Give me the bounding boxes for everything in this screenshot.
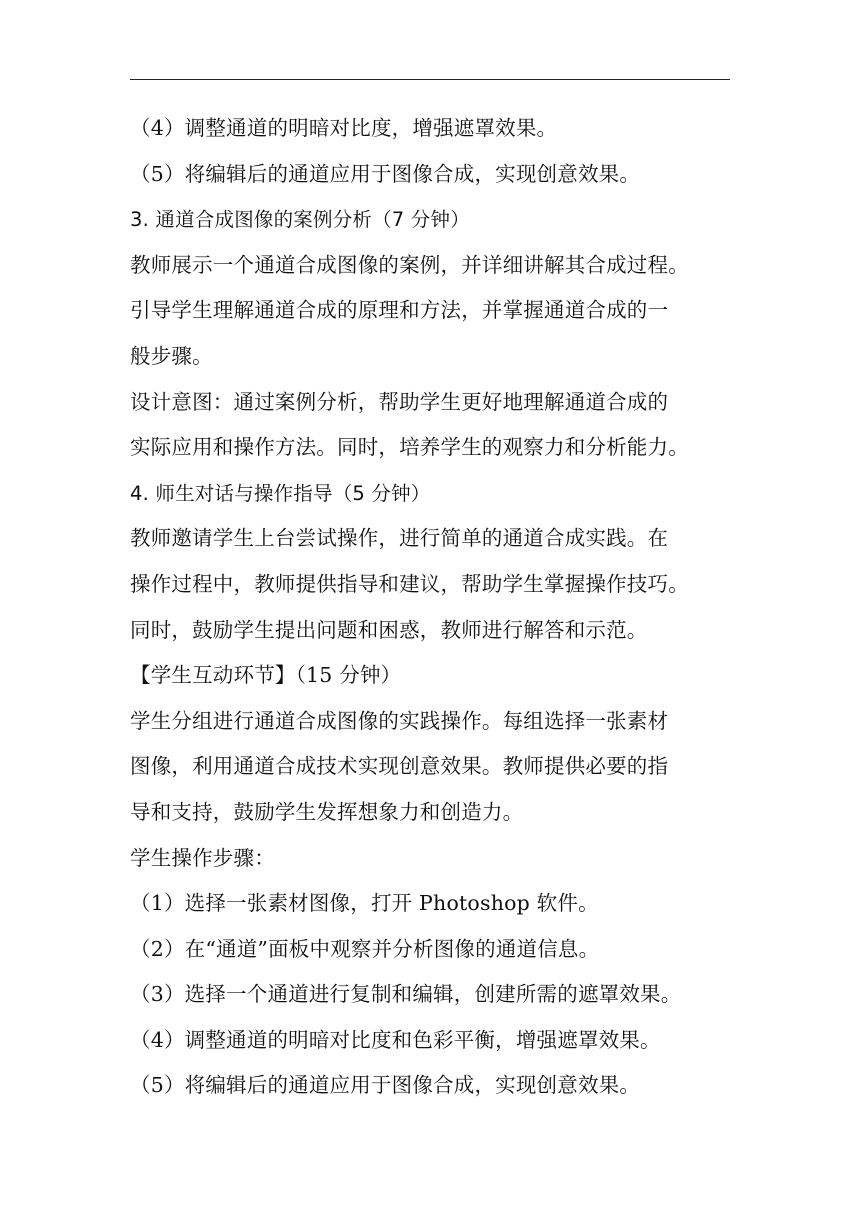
- paragraph-line: 操作过程中，教师提供指导和建议，帮助学生掌握操作技巧。: [130, 571, 689, 596]
- step-4-text: （4）调整通道的明暗对比度，增强遮罩效果。: [130, 116, 558, 140]
- design-intent-line: 实际应用和操作方法。同时，培养学生的观察力和分析能力。: [130, 435, 689, 460]
- section-3-heading: 3. 通道合成图像的案例分析（7 分钟）: [130, 208, 470, 232]
- student-step-4: （4）调整通道的明暗对比度和色彩平衡，增强遮罩效果。: [130, 1027, 661, 1052]
- student-step-5: （5）将编辑后的通道应用于图像合成，实现创意效果。: [130, 1073, 641, 1098]
- header-rule: [130, 79, 730, 80]
- paragraph-line: 教师展示一个通道合成图像的案例，并详细讲解其合成过程。: [130, 252, 689, 277]
- paragraph-line: 同时，鼓励学生提出问题和困惑，教师进行解答和示范。: [130, 617, 648, 642]
- student-step-1: （1）选择一张素材图像，打开 Photoshop 软件。: [130, 891, 599, 916]
- paragraph-line: 图像，利用通道合成技术实现创意效果。教师提供必要的指: [130, 754, 669, 779]
- paragraph-line: 教师邀请学生上台尝试操作，进行简单的通道合成实践。在: [130, 526, 669, 551]
- student-interaction-heading: 【学生互动环节】（15 分钟）: [130, 663, 402, 688]
- student-steps-heading: 学生操作步骤：: [130, 845, 275, 870]
- step-5-text: （5）将编辑后的通道应用于图像合成，实现创意效果。: [130, 161, 641, 186]
- section-4-heading: 4. 师生对话与操作指导（5 分钟）: [130, 481, 431, 505]
- student-step-2: （2）在“通道”面板中观察并分析图像的通道信息。: [130, 936, 600, 961]
- paragraph-line: 学生分组进行通道合成图像的实践操作。每组选择一张素材: [130, 708, 669, 733]
- paragraph-line: 导和支持，鼓励学生发挥想象力和创造力。: [130, 799, 524, 824]
- paragraph-line: 引导学生理解通道合成的原理和方法，并掌握通道合成的一: [130, 298, 669, 323]
- student-step-3: （3）选择一个通道进行复制和编辑，创建所需的遮罩效果。: [130, 982, 682, 1007]
- document-body: [130, 106, 770, 1109]
- paragraph-line: 般步骤。: [130, 343, 213, 368]
- design-intent-line: 设计意图：通过案例分析，帮助学生更好地理解通道合成的: [130, 389, 669, 414]
